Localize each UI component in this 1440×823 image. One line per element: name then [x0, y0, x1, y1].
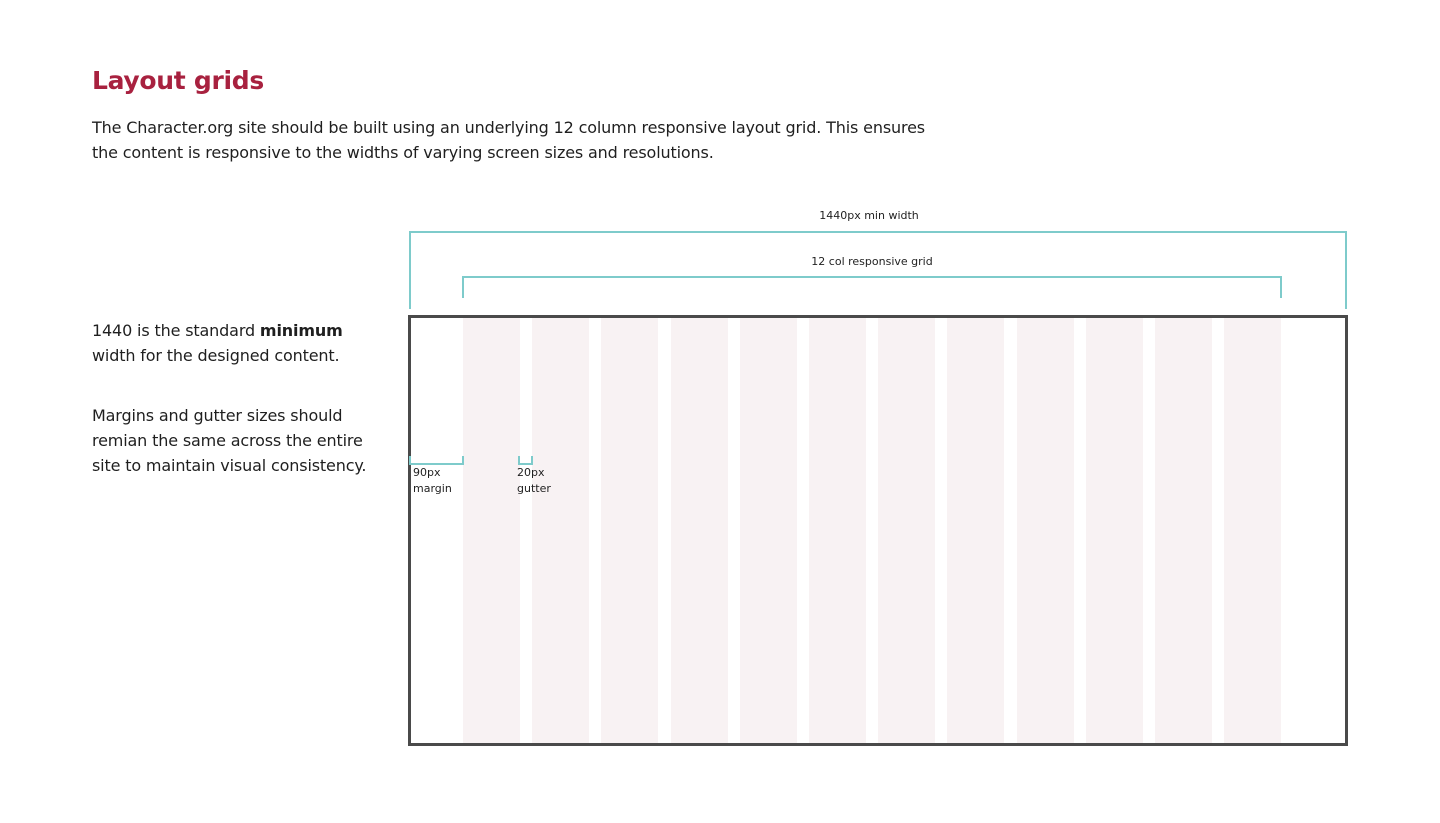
- grid-column: [463, 318, 520, 743]
- grid-column: [878, 318, 935, 743]
- page-title: Layout grids: [92, 66, 264, 95]
- grid-column: [1155, 318, 1212, 743]
- min-width-label: 1440px min width: [819, 209, 919, 222]
- margins-gutter-note: Margins and gutter sizes should remian the same across the entire site to maintain visual consistency.: [92, 406, 367, 475]
- note-1-end: width for the designed content.: [92, 346, 340, 365]
- gutter-annotation: [517, 465, 551, 497]
- note-1-emphasis: minimum: [259, 321, 343, 340]
- minimum-width-note: [92, 318, 382, 368]
- grid-column: [601, 318, 658, 743]
- grid-column: [532, 318, 589, 743]
- grid-column: [1224, 318, 1281, 743]
- margin-bracket: [409, 456, 464, 465]
- grid-column: [1086, 318, 1143, 743]
- margin-caption: margin: [413, 482, 452, 495]
- gutter-value: 20px: [517, 466, 545, 479]
- gutter-bracket: [518, 456, 533, 465]
- grid-width-bracket: [462, 276, 1282, 298]
- layout-frame: [408, 315, 1348, 746]
- grid-column: [947, 318, 1004, 743]
- grid-column: [740, 318, 797, 743]
- grid-column: [809, 318, 866, 743]
- grid-width-label: 12 col responsive grid: [811, 255, 933, 268]
- grid-column: [1017, 318, 1074, 743]
- intro-paragraph: The Character.org site should be built using an underlying 12 column responsive layout grid. This ensures the content is responsive to the widths of varying screen sizes and resolutions.: [92, 118, 925, 162]
- note-1-start: 1440 is the standard: [92, 321, 260, 340]
- margin-value: 90px: [413, 466, 441, 479]
- gutter-caption: gutter: [517, 482, 551, 495]
- margin-annotation: [413, 465, 452, 497]
- grid-column: [671, 318, 728, 743]
